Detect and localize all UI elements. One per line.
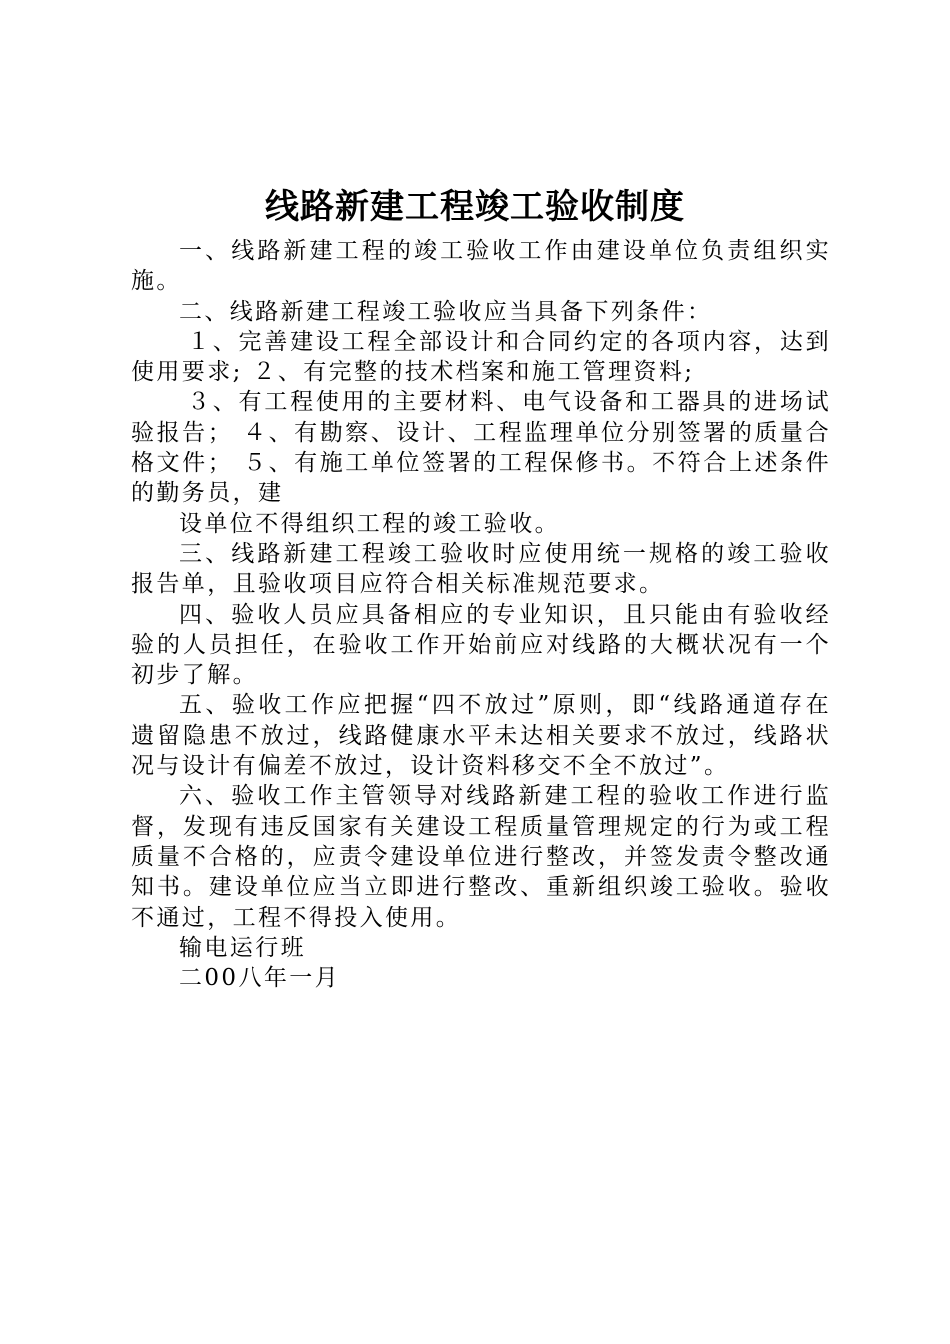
paragraph-1: 一、线路新建工程的竣工验收工作由建设单位负责组织实施。 [131,238,831,295]
document-date: 二00八年一月 [179,965,341,992]
signature: 输电运行班 [179,934,306,961]
paragraph-7: 四、验收人员应具备相应的专业知识，且只能由有验收经验的人员担任，在验收工作开始前应对线路的大概状况有一个初步了解。 [131,601,831,689]
document-body [131,236,831,993]
paragraph-3: １、完善建设工程全部设计和合同约定的各项内容，达到使用要求; ２、有完整的技术档案和施工管理资料; [131,328,831,386]
paragraph-6: 三、线路新建工程竣工验收时应使用统一规格的竣工验收报告单，且验收项目应符合相关标准规范要求。 [131,540,831,598]
document-title: 线路新建工程竣工验收制度 [265,187,685,227]
paragraph-4: ３、有工程使用的主要材料、电气设备和工器具的进场试验报告； ４、有勘察、设计、工程监理单位分别签署的质量合格文件； ５、有施工单位签署的工程保修书。不符合上述条件的勤务员，建 [131,389,831,507]
paragraph-9: 六、验收工作主管领导对线路新建工程的验收工作进行监督，发现有违反国家有关建设工程质量管理规定的行为或工程质量不合格的，应责令建设单位进行整改，并签发责令整改通知书。建设单位应当立即进行整改、重新组织竣工验收。验收不通过，工程不得投入使用。 [131,783,831,931]
paragraph-2: 二、线路新建工程竣工验收应当具备下列条件： [179,298,713,325]
paragraph-8: 五、验收工作应把握“四不放过”原则，即“线路通道存在遗留隐患不放过，线路健康水平未达相关要求不放过，线路状况与设计有偏差不放过，设计资料移交不全不放过”。 [131,692,831,780]
paragraph-5: 设单位不得组织工程的竣工验收。 [179,510,560,537]
